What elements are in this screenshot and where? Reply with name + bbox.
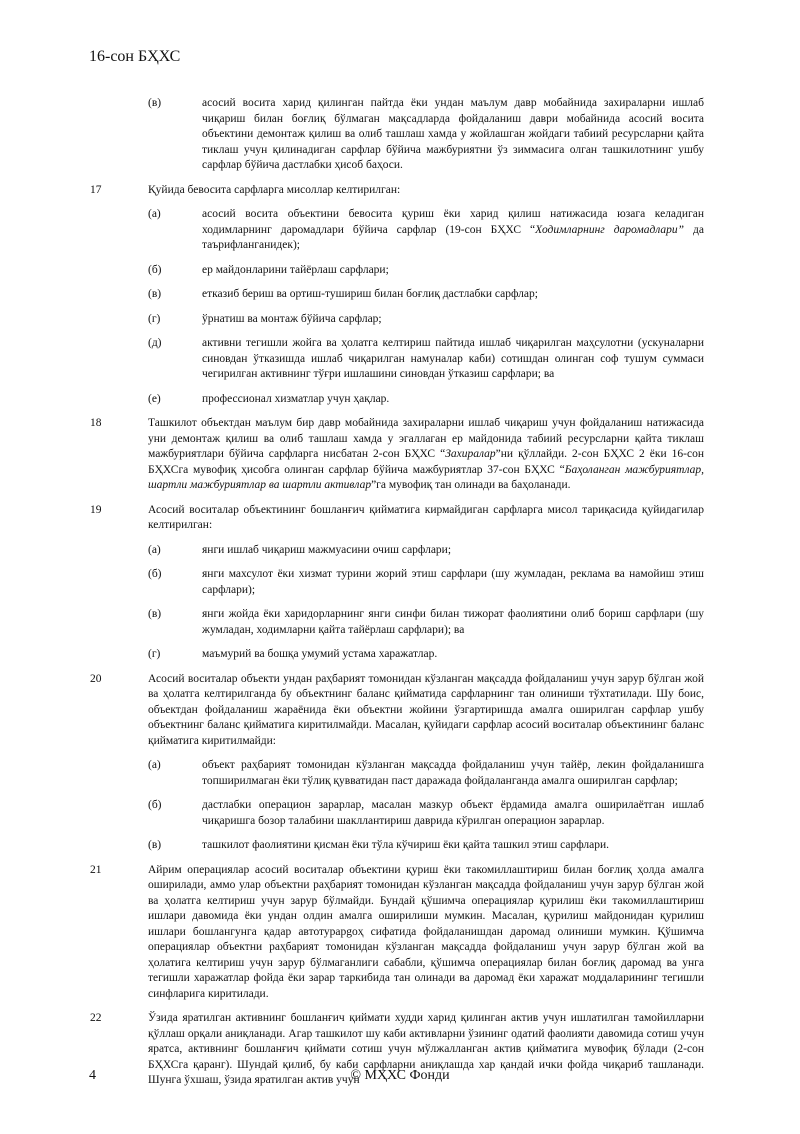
list-item <box>90 263 704 279</box>
list-item <box>90 758 704 789</box>
list-item <box>90 647 704 663</box>
paragraph-text <box>148 416 704 494</box>
list-text: ўрнатиш ва монтаж бўйича сарфлар; <box>202 312 382 325</box>
italic-reference: Ходимларнинг даромадлари” <box>535 223 685 236</box>
list-marker: (в) <box>148 839 162 851</box>
list-text: профессионал хизматлар учун ҳақлар. <box>202 392 390 405</box>
paragraph-text: Айрим операциялар асосий воситалар объектини қуриш ёки такомиллаштириш билан боғлиқ ҳолда амалга оширилади, аммо улар объектни раҳбарият томонидан кўзланган мақсадда фойдаланиш учун зарур бўлган жой ва ҳолатга келтириш учун зарур бўлмайди. Бундай қўшимча операциялар қурилиш ёки такомиллаштириш ишлари давомида ёки ундан олдин амалга оширилиши мумкин. Масалан, қурилиш майдонидан қурилиш ишлари бошлангунга қадар автотурарgоҳ сифатида фойдаланишдан даромад олиниши мумкин. Қўшимча операциялар объектни раҳбарият томонидан кўзланган мақсадда фойдаланиш учун зарур бўлган жой ва ҳолатига келтириш учун зарур бўлмаганлиги сабабли, қўшимча операциялар билан боғлиқ даромад ва унга тегишли харажатлар фойда ёки зарар таркибида тан олинади ва даромад ёки харажат моддаларининг тегишли синфларига киритилади. <box>148 863 704 1000</box>
list-marker: (б) <box>148 568 162 580</box>
list-item <box>90 838 704 854</box>
list-text: активни тегишли жойга ва ҳолатга келтириш пайтида ишлаб чиқарилган маҳсулотни (ускуналарни синовдан ўтказишда ишлаб чиқарилган намуналар каби) сотишдан олинган соф тушум суммаси чегирилган активнинг тўғри ишлашини синовдан ўтказиш сарфлари; ва <box>202 337 704 380</box>
text-run: да таърифланганидек); <box>202 223 705 251</box>
paragraph-21 <box>90 863 704 1003</box>
paragraph-number: 21 <box>90 863 102 876</box>
list-item <box>90 312 704 328</box>
list-marker: (в) <box>148 608 162 620</box>
paragraph-number: 18 <box>90 417 102 429</box>
list-item <box>90 567 704 598</box>
list-text: янги ишлаб чиқариш мажмуасини очиш сарфлари; <box>202 543 452 556</box>
list-item <box>90 96 704 174</box>
list-marker: (г) <box>148 312 161 325</box>
list-item <box>90 392 704 408</box>
paragraph-19 <box>90 503 704 534</box>
list-text: ташкилот фаолиятини қисман ёки тўла кўчириш ёки қайта ташкил этиш сарфлари. <box>202 839 610 851</box>
list-marker: (г) <box>148 648 161 660</box>
list-item <box>90 607 704 638</box>
document-body <box>90 96 704 1098</box>
list-marker: (е) <box>148 392 161 405</box>
paragraph-number: 17 <box>90 183 102 196</box>
paragraph-number: 22 <box>90 1012 102 1024</box>
list-text: маъмурий ва бошқа умумий устама харажатлар. <box>202 648 438 660</box>
list-text: етказиб бериш ва ортиш-тушириш билан боғлиқ дастлабки сарфлар; <box>202 288 538 300</box>
list-text: дастлабки операцион зарарлар, масалан мазкур объект ёрдамида амалга оширилаётган ишлаб чиқаришга бозор талабини шакллантириш даврида кўрилган операцион зарарлар. <box>202 799 704 827</box>
paragraph-text: Асосий воситалар объектининг бошланғич қийматига кирмайдиган сарфларга мисол тариқасида қуйидагилар келтирилган: <box>148 503 704 531</box>
text-run: ”ни қўллайди. 2-сон БҲХС 2 ёки 16-сон БҲХСга мувофиқ ҳисобга олинган сарфлар бўйича мажбуриятлар 37-сон БҲХС “ <box>148 448 704 476</box>
list-item <box>90 287 704 303</box>
list-item <box>90 798 704 829</box>
text-run: асосий восита объектини бевосита қуриш ёки харид қилиш натижасида юзага келадиган ходимларнинг даромадлари бўйича сарфлар (19-сон БҲХС “ <box>202 208 704 236</box>
list-item <box>90 336 704 383</box>
list-text: янги махсулот ёки хизмат турини жорий этиш сарфлари (шу жумладан, реклама ва намойиш этиш сарфлари); <box>202 568 704 596</box>
paragraph-18 <box>90 416 704 494</box>
list-marker: (д) <box>148 337 162 349</box>
paragraph-text: Асосий воситалар объекти ундан раҳбарият томонидан кўзланган мақсадда фойдаланиш учун зарур бўлган жой ва ҳолатга келтирилганда бу объектнинг баланс қийматида сарфларнинг тан олиниши тўхтатилади. Шу боис, объектдан фойдаланиш жараёнида ёки объектни жойини ўзгартиришда амалга оширилган сарфлар ушбу объектнинг баланс қийматига киритилмайди. Масалан, қуйидаги сарфлар асосий воситалар объектининг баланс қийматига киритилмайди: <box>148 672 704 747</box>
paragraph-text: Ўзида яратилган активнинг бошланғич қиймати худди харид қилинган актив учун ишлатилган тамойилларни қўллаш орқали аниқланади. Агар ташкилот шу каби активларни ўзининг одатий фаолияти давомида сотиш учун яратса, активнинг бошланғич қиймати сотиш учун мўлжалланган актив қийматига мувофиқ бўлади (2-сон БҲХСга қаранг). Шундай қилиб, бу каби сарфларни аниқлашда хар қандай ички фойда чиқариб ташланади. Шунга ўхшаш, ўзида яратилган актив учун <box>148 1012 704 1086</box>
list-text: объект раҳбарият томонидан кўзланган мақсадда фойдаланиш учун тайёр, лекин фойдаланишга топширилмаган ёки тўлиқ қувватидан паст даражада фойдаланганда амалга оширилган сарфлар; <box>202 759 704 787</box>
paragraph-text: Қуйида бевосита сарфларга мисоллар келтирилган: <box>148 183 401 196</box>
list-marker: (а) <box>148 208 161 220</box>
italic-reference: Баҳоланган мажбуриятлар, шартли мажбуриятлар ва шартли активлар <box>148 463 704 491</box>
page-header: 16-сон БҲХС <box>89 48 181 65</box>
list-text: янги жойда ёки харидорларнинг янги синфи билан тижорат фаолиятини олиб бориш сарфлари (шу жумладан, ходимларни қайта тайёрлаш сарфлари); ва <box>202 608 704 636</box>
list-text <box>202 207 704 254</box>
copyright-notice: © МҲХС Фонди <box>350 1068 450 1083</box>
text-run: ”га мувофиқ тан олинади ва баҳоланади. <box>371 479 571 491</box>
paragraph-20 <box>90 672 704 750</box>
page-number: 4 <box>89 1068 96 1083</box>
list-text: ер майдонларини тайёрлаш сарфлари; <box>202 263 389 276</box>
list-text: асосий восита харид қилинган пайтда ёки ундан маълум давр мобайнида захираларни ишлаб чиқариш билан боғлиқ бўлмаган мақсадларда фойдаланиш даври мобайнида асосий восита объектини демонтаж қилиш ва олиб ташлаш хамда у жойлашган жойдаги табиий ресурсларни қайта тиклаш учун қилинадиган сарфлар бўйича мажбуриятни ўз зиммасига олган ташкилотнинг ушбу сарфлар бўйича дастлабки ҳисоб баҳоси. <box>202 97 704 171</box>
list-marker: (б) <box>148 799 162 811</box>
list-marker: (в) <box>148 97 162 109</box>
paragraph-number: 20 <box>90 672 102 685</box>
list-marker: (а) <box>148 543 161 556</box>
list-marker: (а) <box>148 759 161 771</box>
italic-reference: Захиралар <box>445 448 496 460</box>
paragraph-17 <box>90 183 704 199</box>
list-item <box>90 543 704 559</box>
text-run: Ташкилот объектдан маълум бир давр мобайнида захираларни ишлаб чиқариш учун фойдаланиш натижасида уни демонтаж қилиш ва олиб ташлаш хамда у эгаллаган ер майдонида табиий ресурсларни қайта тиклаш мажбуриятлари бўйича сарфларга нисбатан 2-сон БҲХС “ <box>148 417 704 460</box>
paragraph-number: 19 <box>90 503 102 516</box>
list-item <box>90 207 704 254</box>
list-marker: (в) <box>148 288 162 300</box>
list-marker: (б) <box>148 263 162 276</box>
